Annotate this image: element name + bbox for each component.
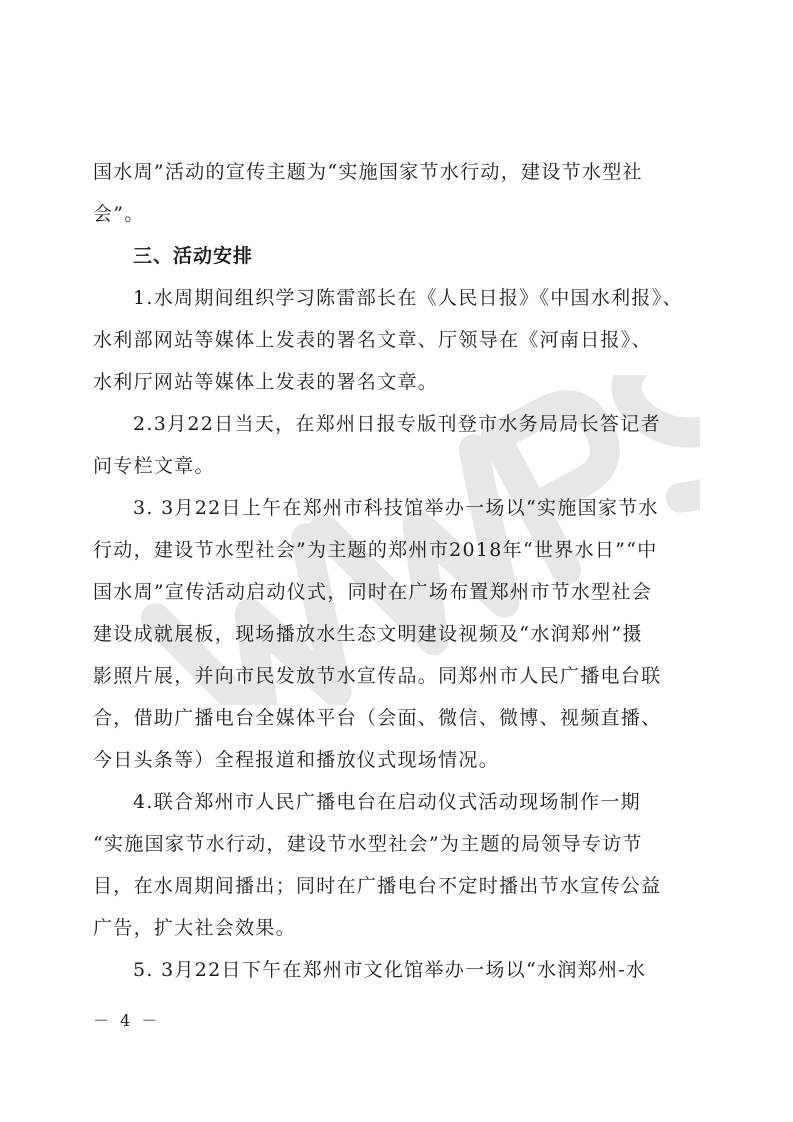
body-text-line: 行动，建设节水型社会”为主题的郑州市2018年“世界水日”“中 — [93, 539, 658, 561]
body-text-line: 目，在水周期间播出；同时在广播电台不定时播出节水宣传公益 — [93, 875, 662, 897]
body-text-line: 国水周”活动的宣传主题为“实施国家节水行动，建设节水型社 — [93, 161, 643, 183]
body-text-line: 3. 3月22日上午在郑州市科技馆举办一场以“实施国家节水 — [133, 497, 659, 519]
section-heading: 三、活动安排 — [133, 245, 254, 267]
body-text-line: 今日头条等）全程报道和播放仪式现场情况。 — [93, 749, 500, 771]
body-text-line: 水利厅网站等媒体上发表的署名文章。 — [93, 371, 439, 393]
body-text-line: 影照片展，并向市民发放节水宣传品。同郑州市人民广播电台联 — [93, 665, 662, 687]
body-text-line: 水利部网站等媒体上发表的署名文章、厅领导在《河南日报》、 — [93, 329, 652, 351]
body-text-line: 合，借助广播电台全媒体平台（会面、微信、微博、视频直播、 — [93, 707, 662, 729]
body-text-line: 会”。 — [93, 203, 145, 225]
body-text-line: 广告，扩大社会效果。 — [93, 917, 297, 939]
document-body — [93, 151, 699, 991]
body-text-line: 国水周”宣传活动启动仪式，同时在广场布置郑州市节水型社会 — [93, 581, 653, 603]
body-text-line: 问专栏文章。 — [93, 455, 215, 477]
body-text-line: 4.联合郑州市人民广播电台在启动仪式活动现场制作一期 — [133, 791, 641, 813]
body-text-line: 5. 3月22日下午在郑州市文化馆举办一场以“水润郑州-水 — [133, 959, 647, 981]
body-text-line: “实施国家节水行动，建设节水型社会”为主题的局领导专访节 — [93, 833, 643, 855]
body-text-line: 1.水周期间组织学习陈雷部长在《人民日报》《中国水利报》、 — [133, 287, 683, 309]
body-text-line: 2.3月22日当天，在郑州日报专版刊登市水务局局长答记者 — [133, 413, 661, 435]
page-number: － 4 － — [93, 1011, 161, 1030]
body-text-line: 建设成就展板，现场播放水生态文明建设视频及“水润郑州”摄 — [93, 623, 643, 645]
